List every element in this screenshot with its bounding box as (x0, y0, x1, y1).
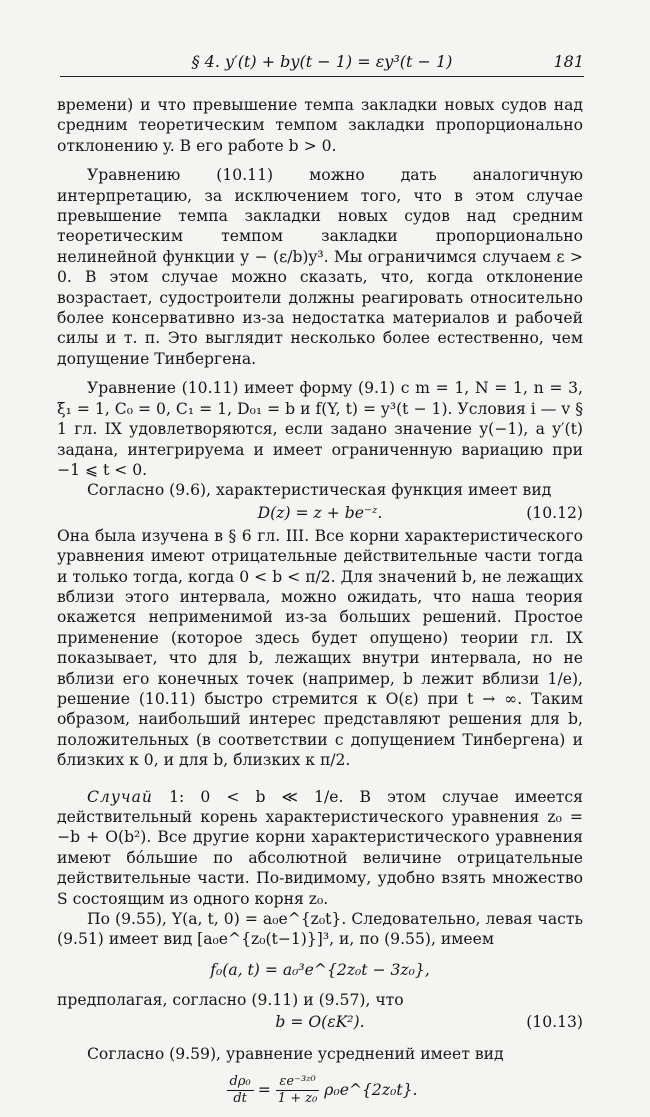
averaging-formula (57, 1065, 583, 1117)
fraction-rhs (275, 1074, 321, 1107)
header-title: § 4. y′(t) + by(t − 1) = εy³(t − 1) (191, 52, 453, 71)
equation-label: (10.13) (526, 1013, 583, 1032)
equation-label: (10.12) (526, 503, 583, 522)
case-text: 1: 0 < b ≪ 1/e. В этом случае имеется действительный корень характеристического уравнения z₀ = −b + O(b²). Все другие корни характеристического уравнения имеют бо́льшие по абсолютной величине отрицательные действительные части. По-видимому, удобно взять множество S состоящим из одного корня z₀. (57, 787, 583, 908)
equation-10-13 (57, 1010, 583, 1035)
running-header (60, 52, 584, 77)
fraction-denominator: dt (233, 1091, 247, 1107)
paragraph: Она была изучена в § 6 гл. III. Все корни характеристического уравнения имеют отрицательные действительные части тогда и только тогда, когда 0 < b < π/2. Для значений b, не лежащих вблизи этого интервала, можно ожидать, что наша теория окажется неприменимой из-за больших решений. Простое применение (которое здесь будет опущено) теории гл. IX показывает, что для b, лежащих внутри интервала, но не вблизи его конечных точек (например, b лежит вблизи 1/e), решение (10.11) быстро стремится к O(ε) при t → ∞. Таким образом, наибольший интерес представляют решения для b, положительных (в соответствии с допущением Тинбергена) и близких к 0, и для b, близких к π/2. (57, 526, 583, 770)
paragraph: Уравнению (10.11) можно дать аналогичную интерпретацию, за исключением того, что в этом случае превышение темпа закладки новых судов над средним теоретическим темпом закладки пропорционально нелинейной функции y − (ε/b)y³. Мы ограничимся случаем ε > 0. В этом случае можно сказать, что, когда отклонение возрастает, судостроители должны реагировать относительно более консервативно из-за недостатка материалов и рабочей силы и т. п. Это выглядит несколько более естественно, чем допущение Тинбергена. (57, 166, 583, 368)
equation-10-12 (57, 501, 583, 526)
equation-formula: f₀(a, t) = a₀³e^{2z₀t − 3z₀}, (210, 960, 430, 979)
equals-sign: = (257, 1081, 271, 1100)
fraction-lhs (227, 1074, 254, 1107)
equation-formula: b = O(εK²). (275, 1013, 365, 1032)
fraction-numerator: dρ₀ (227, 1074, 254, 1091)
paragraph: времени) и что превышение темпа закладки новых судов над средним теоретическим темпом закладки пропорционально отклонению y. В его работе b > 0. (57, 96, 583, 155)
fraction-numerator: εe⁻³ᶻ⁰ (276, 1074, 318, 1091)
paragraph: Согласно (9.6), характеристическая функция имеет вид (87, 481, 552, 500)
fraction-denominator: 1 + z₀ (277, 1091, 318, 1107)
equation-f0 (57, 950, 583, 990)
paragraph: предполагая, согласно (9.11) и (9.57), что (57, 990, 404, 1009)
case-label: Случай (87, 787, 153, 806)
paragraph: Согласно (9.59), уравнение усреднений имеет вид (87, 1045, 504, 1064)
equation-formula: D(z) = z + be⁻ᶻ. (257, 503, 383, 522)
formula-tail: ρ₀e^{2z₀t}. (324, 1081, 418, 1100)
page-number: 181 (553, 52, 584, 71)
paragraph: По (9.55), Y(a, t, 0) = a₀e^{z₀t}. Следовательно, левая часть (9.51) имеет вид [a₀e^{z₀(t−1)}]³, и, по (9.55), имеем (57, 910, 583, 949)
page-body (57, 95, 583, 1117)
paragraph-case-1 (57, 787, 583, 909)
equation-averaging (57, 1065, 583, 1117)
paragraph: Уравнение (10.11) имеет форму (9.1) с m = 1, N = 1, n = 3, ξ₁ = 1, C₀ = 0, C₁ = 1, D₀₁ = b и f(Y, t) = y³(t − 1). Условия i — v § 1 гл. IX удовлетворяются, если задано значение y(−1), а y′(t) задана, интегрируема и имеет ограниченную вариацию при −1 ⩽ t < 0. (57, 379, 583, 479)
